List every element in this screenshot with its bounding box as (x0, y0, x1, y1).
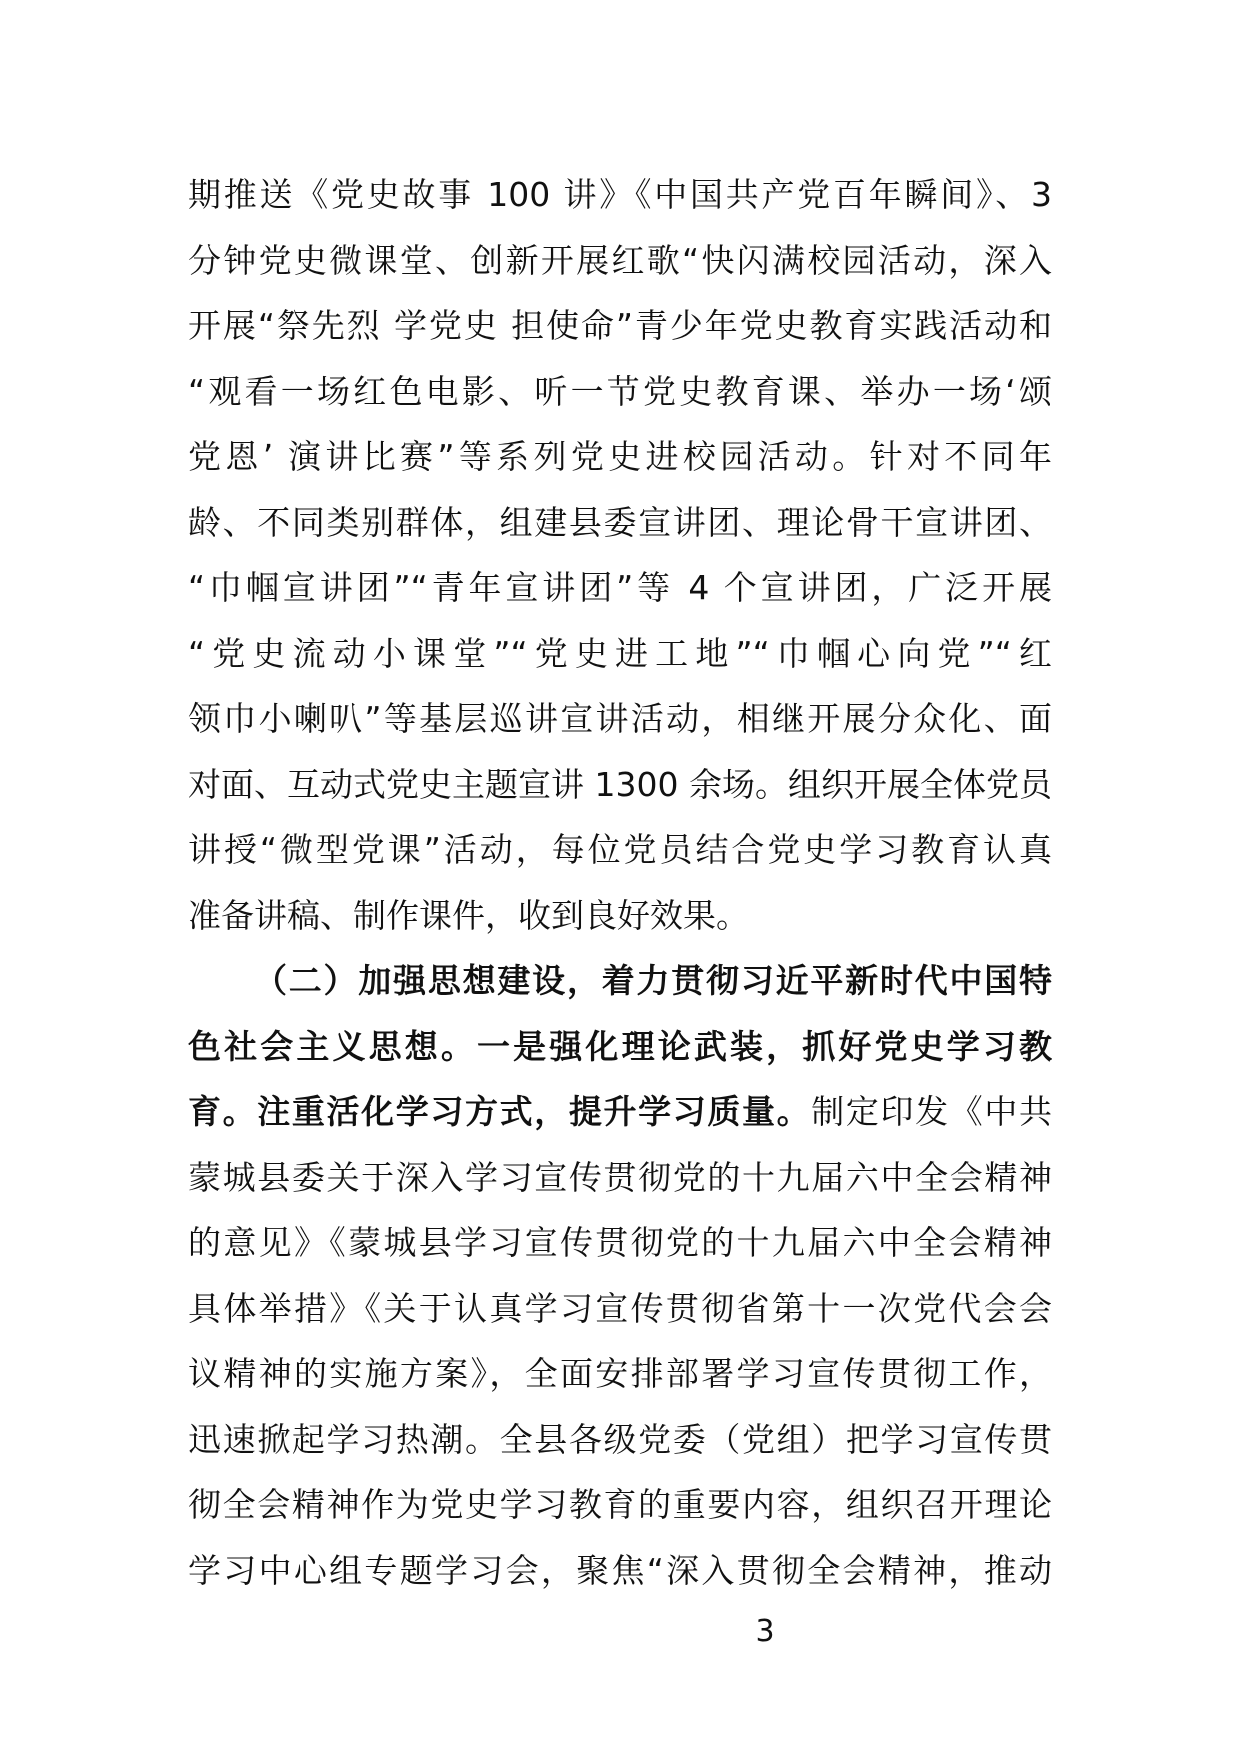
text-line: 期推送《党史故事 100 讲》《中国共产党百年瞬间》、3 (188, 175, 1052, 214)
text-line: 的意见》《蒙城县学习宣传贯彻党的十九届六中全会精神 (188, 1223, 1052, 1262)
text-line: “党史流动小课堂”“党史进工地”“巾帼心向党”“红 (188, 633, 1052, 673)
text-line: 彻全会精神作为党史学习教育的重要内容，组织召开理论 (188, 1485, 1052, 1524)
text-line: “观看一场红色电影、听一节党史教育课、举办一场‘颂 (188, 371, 1052, 411)
page-number: 3 (755, 1614, 775, 1649)
text-line: 分钟党史微课堂、创新开展红歌“快闪满校园活动，深入 (188, 240, 1052, 280)
text-line: 具体举措》《关于认真学习宣传贯彻省第十一次党代会会 (188, 1288, 1052, 1328)
body-text (188, 162, 1052, 1603)
text-line: 学习中心组专题学习会，聚焦“深入贯彻全会精神，推动 (188, 1550, 1052, 1590)
text-line: 对面、互动式党史主题宣讲 1300 余场。组织开展全体党员 (188, 764, 1052, 804)
paragraph-2 (188, 948, 1052, 1603)
text-line: 领巾小喇叭”等基层巡讲宣讲活动，相继开展分众化、面 (188, 699, 1052, 738)
text-line: 准备讲稿、制作课件，收到良好效果。 (188, 895, 749, 935)
normal-phrase: 制定印发《中共 (811, 1092, 1052, 1131)
mixed-text-line (188, 1079, 1052, 1145)
text-line: 议精神的实施方案》，全面安排部署学习宣传贯彻工作， (188, 1354, 1052, 1393)
text-line: 党恩’ 演讲比赛”等系列党史进校园活动。针对不同年 (188, 437, 1052, 476)
paragraph-1 (188, 162, 1052, 948)
bold-phrase: 育。注重活化学习方式，提升学习质量。 (188, 1092, 812, 1131)
text-line: 龄、不同类别群体，组建县委宣讲团、理论骨干宣讲团、 (188, 502, 1052, 542)
text-line: 讲授“微型党课”活动，每位党员结合党史学习教育认真 (188, 830, 1052, 869)
text-line: 蒙城县委关于深入学习宣传贯彻党的十九届六中全会精神 (188, 1157, 1052, 1197)
text-line: 迅速掀起学习热潮。全县各级党委（党组）把学习宣传贯 (188, 1419, 1052, 1459)
text-line: 开展“祭先烈 学党史 担使命”青少年党史教育实践活动和 (188, 306, 1052, 345)
section-heading-line: （二）加强思想建设，着力贯彻习近平新时代中国特 (254, 961, 1052, 1000)
text-line: “巾帼宣讲团”“青年宣讲团”等 4 个宣讲团，广泛开展 (188, 568, 1052, 607)
section-heading-line: 色社会主义思想。一是强化理论武装，抓好党史学习教 (188, 1026, 1052, 1066)
